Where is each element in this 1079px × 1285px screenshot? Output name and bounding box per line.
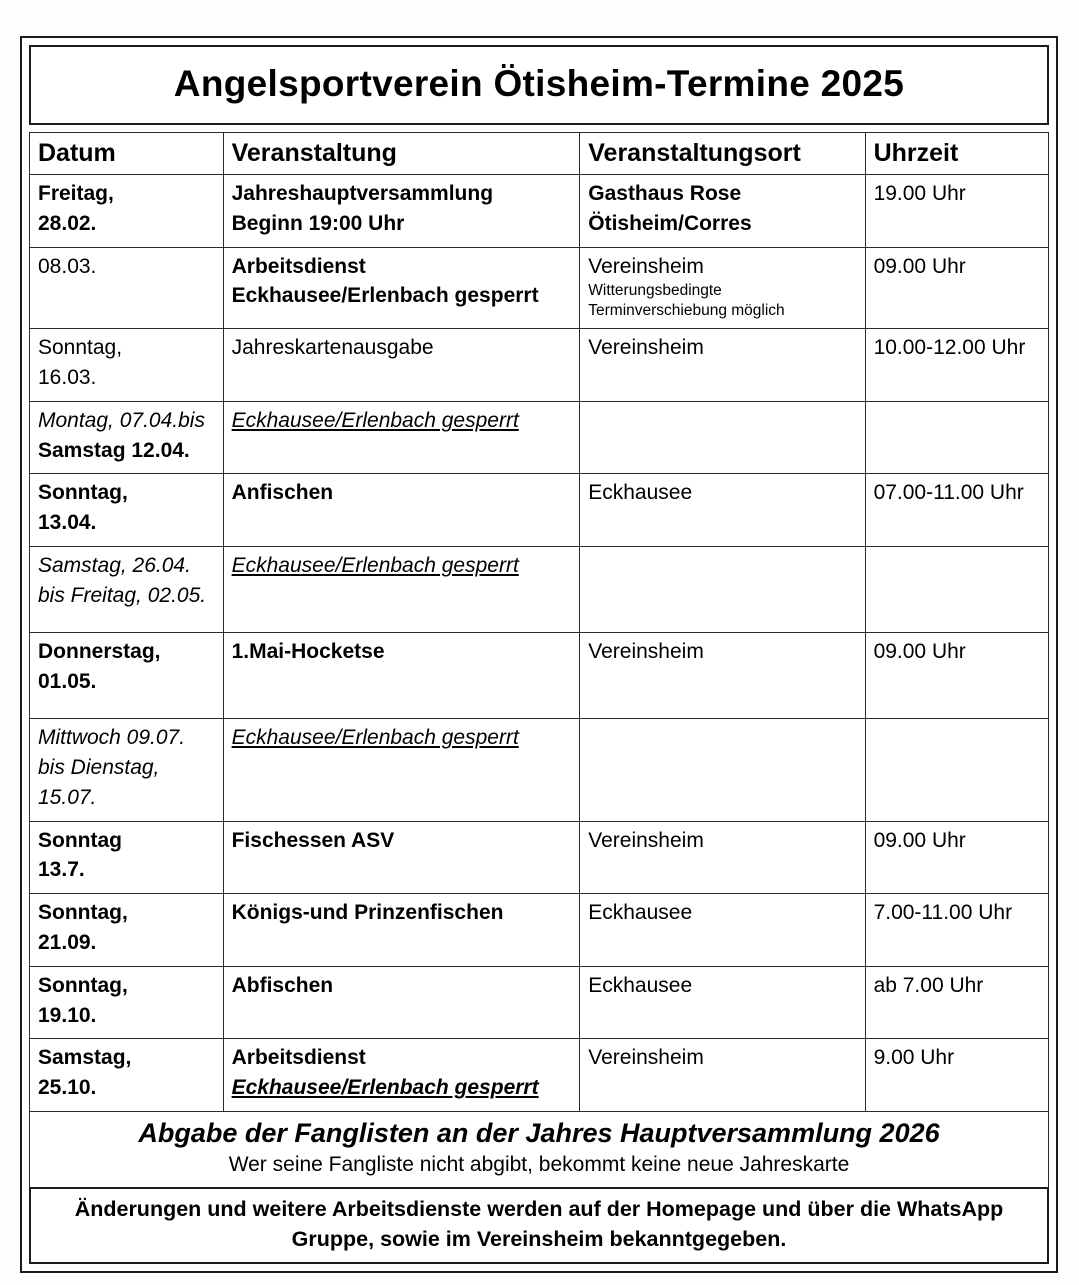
cell-line: Montag, 07.04.bis: [38, 408, 205, 432]
cell-line: Eckhausee/Erlenbach gesperrt: [231, 284, 539, 308]
cell-uhrzeit: [865, 719, 1048, 821]
cell-line: Eckhausee: [588, 901, 693, 925]
cell-line: Terminverschiebung möglich: [588, 301, 785, 319]
cell-line: bis Dienstag,: [38, 755, 160, 779]
cell-line: 13.7.: [38, 858, 85, 882]
cell-line: Witterungsbedingte: [588, 282, 722, 300]
header-row: [30, 133, 1049, 175]
cell-ort: [580, 894, 865, 967]
cell-datum: [30, 547, 224, 633]
document-title: Angelsportverein Ötisheim-Termine 2025: [173, 63, 905, 104]
cell-datum: [30, 894, 224, 967]
footer-abgabe-line: Abgabe der Fanglisten an der Jahres Hauptversammlung 2026: [138, 1118, 940, 1148]
cell-line: 15.07.: [38, 785, 97, 809]
cell-line: Anfischen: [231, 481, 334, 505]
cell-datum: [30, 1039, 224, 1112]
cell-line: 13.04.: [38, 511, 97, 535]
cell-ort: [580, 175, 865, 248]
cell-line: Eckhausee/Erlenbach gesperrt: [231, 1076, 539, 1100]
cell-line: Vereinsheim: [588, 254, 704, 278]
cell-datum: [30, 329, 224, 402]
cell-line: 09.00 Uhr: [873, 640, 966, 664]
footer-top-section: [29, 1112, 1049, 1187]
table-row: [30, 329, 1049, 402]
footer-fangliste-line: Wer seine Fangliste nicht abgibt, bekommt keine neue Jahreskarte: [228, 1153, 850, 1176]
cell-uhrzeit: [865, 474, 1048, 547]
cell-uhrzeit: [865, 633, 1048, 719]
cell-line: Vereinsheim: [588, 336, 704, 360]
cell-line: Jahreskartenausgabe: [231, 336, 434, 360]
cell-line: Samstag 12.04.: [38, 438, 190, 462]
cell-line: 19.00 Uhr: [873, 182, 966, 205]
cell-line: Arbeitsdienst: [231, 1046, 366, 1070]
cell-line: Freitag,: [38, 182, 114, 205]
cell-veranstaltung: [223, 329, 580, 402]
cell-datum: [30, 175, 224, 248]
cell-ort: [580, 633, 865, 719]
title-box: [29, 45, 1049, 125]
cell-line: 07.00-11.00 Uhr: [873, 481, 1024, 505]
cell-uhrzeit: [865, 329, 1048, 402]
cell-datum: [30, 966, 224, 1039]
cell-veranstaltung: [223, 894, 580, 967]
schedule-table: [29, 132, 1049, 1112]
cell-uhrzeit: [865, 175, 1048, 248]
cell-line: 16.03.: [38, 366, 97, 389]
cell-veranstaltung: [223, 401, 580, 474]
cell-veranstaltung: [223, 719, 580, 821]
cell-line: Eckhausee/Erlenbach gesperrt: [231, 408, 519, 432]
cell-line: 21.09.: [38, 930, 97, 954]
cell-veranstaltung: [223, 175, 580, 248]
cell-line: Sonntag,: [38, 901, 128, 925]
cell-line: ab 7.00 Uhr: [873, 973, 984, 997]
cell-veranstaltung: [223, 474, 580, 547]
cell-line: Sonntag,: [38, 973, 128, 997]
table-row: [30, 247, 1049, 329]
cell-line: Ötisheim/Corres: [588, 211, 752, 235]
cell-veranstaltung: [223, 247, 580, 329]
cell-datum: [30, 821, 224, 894]
cell-line: bis Freitag, 02.05.: [38, 583, 207, 607]
cell-datum: [30, 633, 224, 719]
cell-uhrzeit: [865, 821, 1048, 894]
cell-uhrzeit: [865, 401, 1048, 474]
cell-line: Königs-und Prinzenfischen: [231, 901, 504, 925]
cell-line: Eckhausee/Erlenbach gesperrt: [231, 554, 519, 578]
cell-line: Mittwoch 09.07.: [38, 726, 186, 750]
cell-datum: [30, 474, 224, 547]
cell-uhrzeit: [865, 247, 1048, 329]
footer-aenderungen-section: Änderungen und weitere Arbeitsdienste werden auf der Homepage und über die WhatsApp Gruppe, sowie im Vereinsheim bekanntgegeben.: [29, 1187, 1049, 1264]
cell-line: Vereinsheim: [588, 1046, 704, 1070]
cell-line: 19.10.: [38, 1003, 97, 1027]
cell-veranstaltung: [223, 1039, 580, 1112]
cell-uhrzeit: [865, 894, 1048, 967]
cell-line: Gasthaus Rose: [588, 182, 742, 205]
cell-line: Arbeitsdienst: [231, 254, 366, 278]
header-datum: Datum: [30, 133, 224, 175]
cell-ort: [580, 474, 865, 547]
cell-datum: [30, 719, 224, 821]
table-row: [30, 966, 1049, 1039]
cell-veranstaltung: [223, 821, 580, 894]
cell-line: Vereinsheim: [588, 828, 704, 852]
cell-uhrzeit: [865, 547, 1048, 633]
cell-ort: [580, 401, 865, 474]
table-row: [30, 401, 1049, 474]
table-row: [30, 1039, 1049, 1112]
cell-line: 25.10.: [38, 1076, 97, 1100]
table-row: [30, 719, 1049, 821]
table-row: [30, 821, 1049, 894]
table-row: [30, 547, 1049, 633]
cell-line: 7.00-11.00 Uhr: [873, 901, 1013, 925]
cell-ort: [580, 1039, 865, 1112]
header-veranstaltungsort: Veranstaltungsort: [580, 133, 865, 175]
cell-line: 1.Mai-Hocketse: [231, 640, 385, 664]
cell-line: 9.00 Uhr: [873, 1046, 955, 1070]
cell-line: 08.03.: [38, 254, 97, 278]
cell-datum: [30, 401, 224, 474]
cell-ort: [580, 966, 865, 1039]
table-row: [30, 633, 1049, 719]
cell-line: Beginn 19:00 Uhr: [231, 211, 405, 235]
cell-line: Abfischen: [231, 973, 334, 997]
table-row: [30, 474, 1049, 547]
cell-line: 01.05.: [38, 669, 97, 693]
cell-uhrzeit: [865, 966, 1048, 1039]
cell-ort: [580, 821, 865, 894]
cell-line: Vereinsheim: [588, 640, 704, 664]
table-row: [30, 894, 1049, 967]
cell-datum: [30, 247, 224, 329]
cell-line: Sonntag: [38, 828, 122, 852]
cell-veranstaltung: [223, 547, 580, 633]
cell-line: 09.00 Uhr: [873, 254, 966, 278]
cell-ort: [580, 547, 865, 633]
cell-line: 10.00-12.00 Uhr: [873, 336, 1026, 360]
cell-line: Fischessen ASV: [231, 828, 395, 852]
cell-line: Samstag,: [38, 1046, 132, 1070]
cell-line: Sonntag,: [38, 336, 123, 360]
table-row: [30, 175, 1049, 248]
cell-line: Sonntag,: [38, 481, 128, 505]
cell-veranstaltung: [223, 966, 580, 1039]
cell-veranstaltung: [223, 633, 580, 719]
cell-ort: [580, 719, 865, 821]
cell-line: Eckhausee: [588, 973, 693, 997]
cell-ort: [580, 329, 865, 402]
cell-ort: [580, 247, 865, 329]
document-frame: [20, 36, 1058, 1273]
cell-line: Jahreshauptversammlung: [231, 182, 494, 205]
cell-line: Samstag, 26.04.: [38, 554, 191, 578]
header-veranstaltung: Veranstaltung: [223, 133, 580, 175]
cell-line: Eckhausee/Erlenbach gesperrt: [231, 726, 519, 750]
header-uhrzeit: Uhrzeit: [865, 133, 1048, 175]
cell-line: Eckhausee: [588, 481, 693, 505]
cell-line: 09.00 Uhr: [873, 828, 966, 852]
cell-uhrzeit: [865, 1039, 1048, 1112]
cell-line: Donnerstag,: [38, 640, 161, 664]
cell-line: 28.02.: [38, 211, 97, 235]
